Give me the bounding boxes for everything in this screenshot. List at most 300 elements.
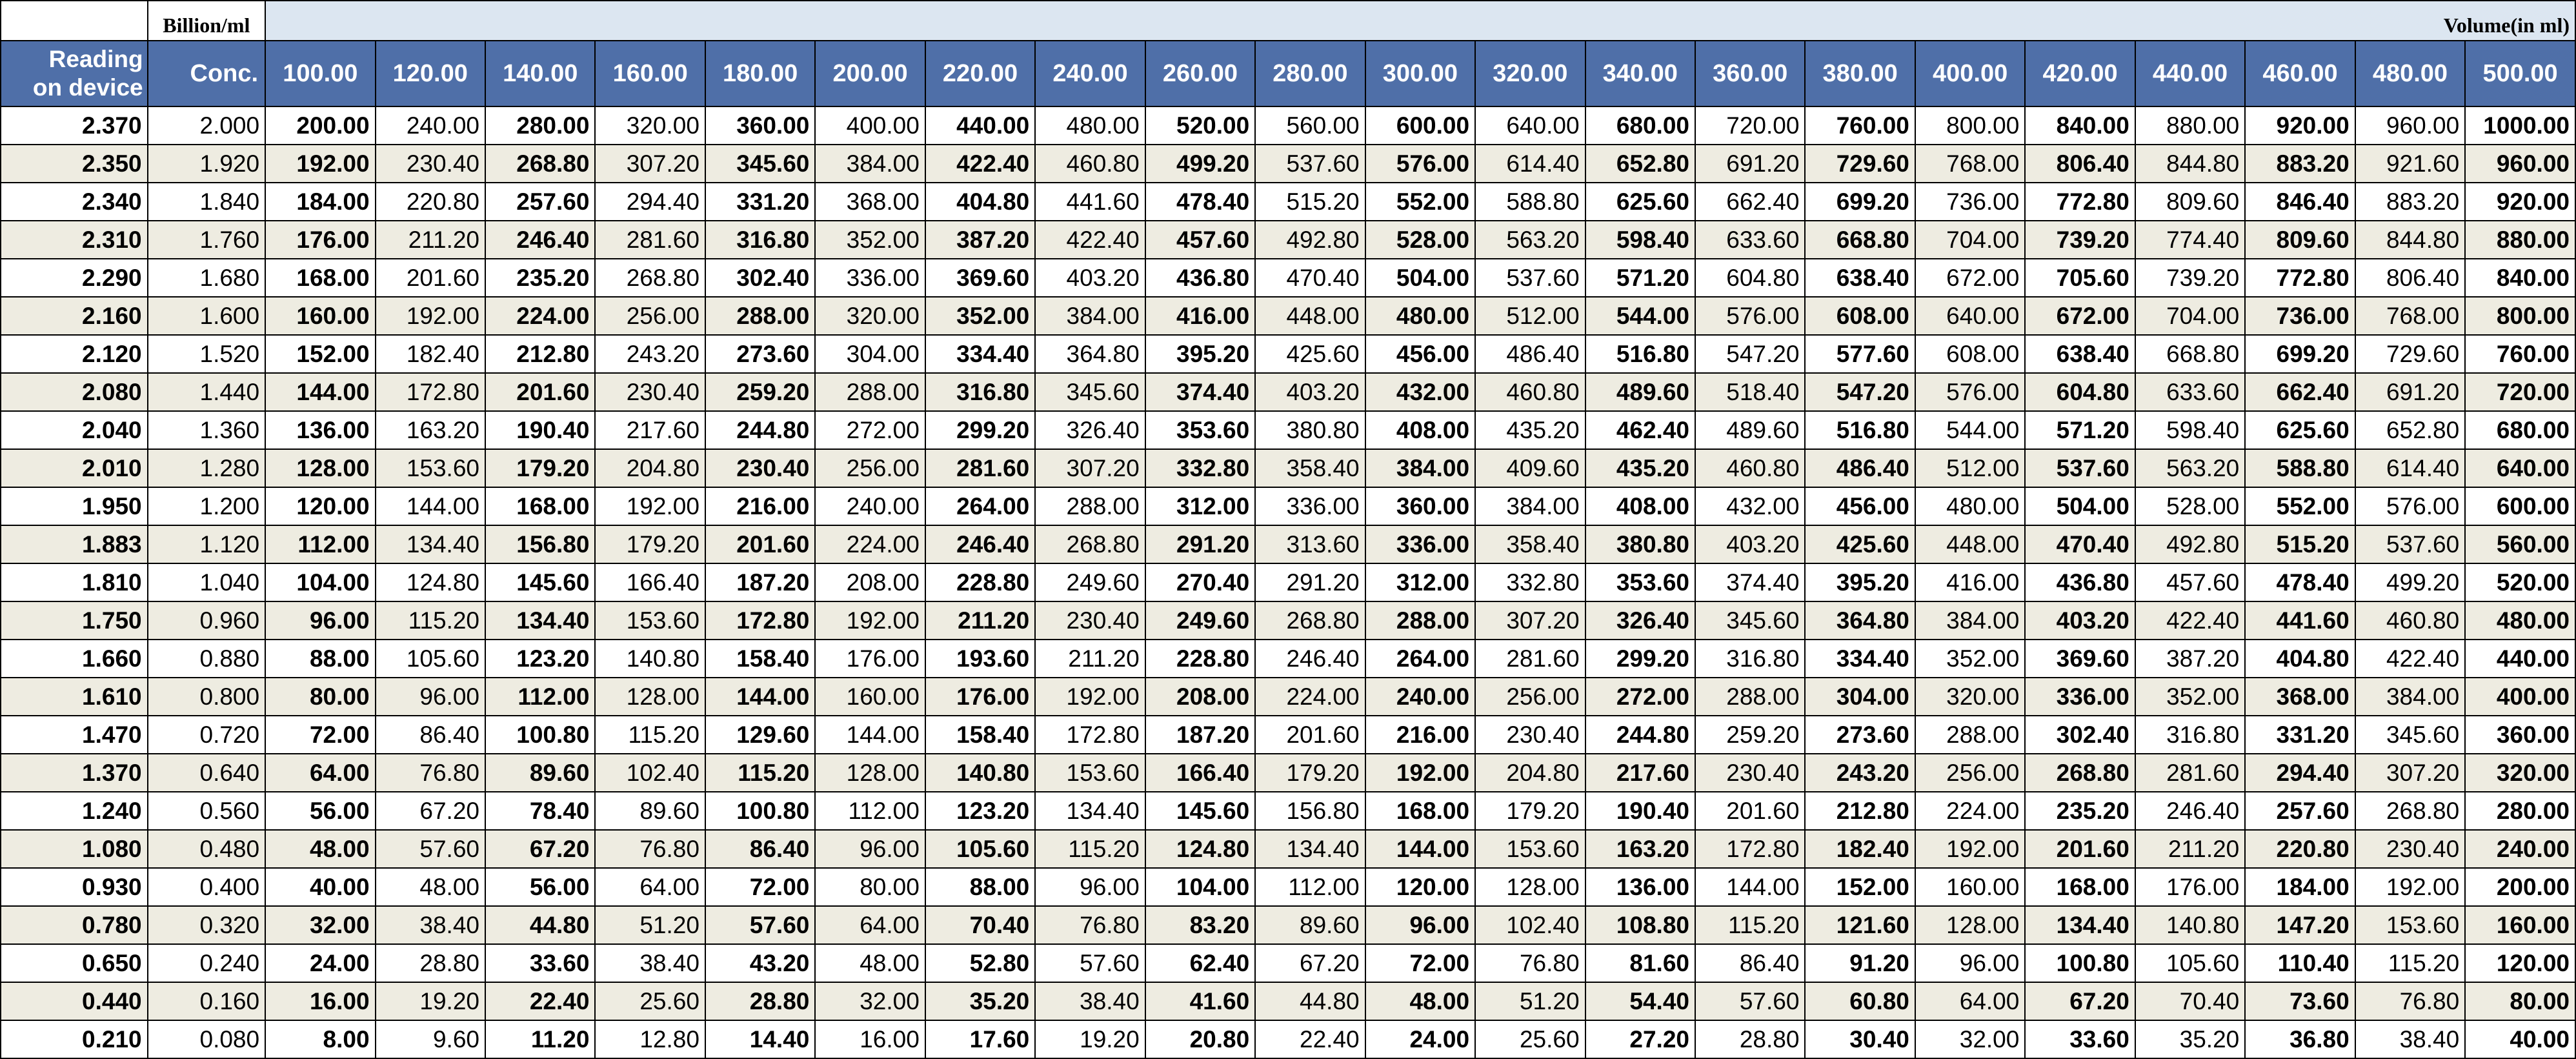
value-cell[interactable]: 662.40 [2245, 373, 2355, 411]
value-cell[interactable]: 332.80 [1475, 563, 1585, 601]
value-cell[interactable]: 256.00 [1475, 678, 1585, 716]
value-cell[interactable]: 56.00 [485, 868, 595, 906]
value-cell[interactable]: 243.20 [1805, 754, 1915, 792]
value-cell[interactable]: 560.00 [1255, 106, 1365, 145]
value-cell[interactable]: 499.20 [1145, 145, 1255, 183]
value-cell[interactable]: 345.60 [1695, 601, 1805, 640]
value-cell[interactable]: 128.00 [815, 754, 925, 792]
value-cell[interactable]: 246.40 [1255, 640, 1365, 678]
value-cell[interactable]: 246.40 [485, 221, 595, 259]
value-cell[interactable]: 224.00 [1915, 792, 2025, 830]
value-cell[interactable]: 515.20 [1255, 183, 1365, 221]
value-cell[interactable]: 230.40 [1475, 716, 1585, 754]
value-cell[interactable]: 332.80 [1145, 449, 1255, 487]
value-cell[interactable]: 96.00 [815, 830, 925, 868]
value-cell[interactable]: 51.20 [1475, 982, 1585, 1020]
value-cell[interactable]: 136.00 [1585, 868, 1695, 906]
value-cell[interactable]: 460.80 [1475, 373, 1585, 411]
conc-cell[interactable]: 0.880 [148, 640, 265, 678]
value-cell[interactable]: 57.60 [705, 906, 815, 944]
value-cell[interactable]: 403.20 [1255, 373, 1365, 411]
value-cell[interactable]: 192.00 [595, 487, 705, 525]
value-cell[interactable]: 35.20 [2135, 1020, 2245, 1058]
conc-cell[interactable]: 1.920 [148, 145, 265, 183]
value-cell[interactable]: 440.00 [925, 106, 1035, 145]
value-cell[interactable]: 537.60 [2025, 449, 2135, 487]
value-cell[interactable]: 187.20 [705, 563, 815, 601]
value-cell[interactable]: 806.40 [2355, 259, 2465, 297]
value-cell[interactable]: 211.20 [376, 221, 485, 259]
value-cell[interactable]: 12.80 [595, 1020, 705, 1058]
value-cell[interactable]: 163.20 [376, 411, 485, 449]
value-cell[interactable]: 608.00 [1805, 297, 1915, 335]
value-cell[interactable]: 220.80 [376, 183, 485, 221]
value-cell[interactable]: 768.00 [2355, 297, 2465, 335]
value-cell[interactable]: 176.00 [2135, 868, 2245, 906]
value-cell[interactable]: 102.40 [1475, 906, 1585, 944]
value-cell[interactable]: 672.00 [1915, 259, 2025, 297]
value-cell[interactable]: 8.00 [265, 1020, 375, 1058]
value-cell[interactable]: 19.20 [376, 982, 485, 1020]
reading-cell[interactable]: 2.310 [1, 221, 148, 259]
value-cell[interactable]: 809.60 [2245, 221, 2355, 259]
value-cell[interactable]: 192.00 [1915, 830, 2025, 868]
value-cell[interactable]: 422.40 [2355, 640, 2465, 678]
value-cell[interactable]: 552.00 [1365, 183, 1475, 221]
value-cell[interactable]: 600.00 [1365, 106, 1475, 145]
value-cell[interactable]: 288.00 [1915, 716, 2025, 754]
value-cell[interactable]: 67.20 [1255, 944, 1365, 982]
volume-header-cell[interactable]: 440.00 [2135, 41, 2245, 106]
value-cell[interactable]: 633.60 [1695, 221, 1805, 259]
value-cell[interactable]: 124.80 [376, 563, 485, 601]
value-cell[interactable]: 57.60 [1035, 944, 1145, 982]
value-cell[interactable]: 504.00 [1365, 259, 1475, 297]
value-cell[interactable]: 80.00 [2465, 982, 2575, 1020]
value-cell[interactable]: 128.00 [1475, 868, 1585, 906]
value-cell[interactable]: 80.00 [815, 868, 925, 906]
value-cell[interactable]: 64.00 [265, 754, 375, 792]
value-cell[interactable]: 326.40 [1035, 411, 1145, 449]
value-cell[interactable]: 422.40 [925, 145, 1035, 183]
value-cell[interactable]: 76.80 [2355, 982, 2465, 1020]
value-cell[interactable]: 115.20 [376, 601, 485, 640]
value-cell[interactable]: 404.80 [925, 183, 1035, 221]
value-cell[interactable]: 880.00 [2465, 221, 2575, 259]
reading-header[interactable] [1, 41, 148, 106]
value-cell[interactable]: 800.00 [1915, 106, 2025, 145]
value-cell[interactable]: 96.00 [376, 678, 485, 716]
value-cell[interactable]: 844.80 [2355, 221, 2465, 259]
value-cell[interactable]: 80.00 [265, 678, 375, 716]
value-cell[interactable]: 48.00 [1365, 982, 1475, 1020]
value-cell[interactable]: 360.00 [1365, 487, 1475, 525]
value-cell[interactable]: 729.60 [1805, 145, 1915, 183]
value-cell[interactable]: 652.80 [2355, 411, 2465, 449]
reading-cell[interactable]: 0.930 [1, 868, 148, 906]
value-cell[interactable]: 307.20 [2355, 754, 2465, 792]
value-cell[interactable]: 91.20 [1805, 944, 1915, 982]
value-cell[interactable]: 640.00 [2465, 449, 2575, 487]
value-cell[interactable]: 544.00 [1585, 297, 1695, 335]
value-cell[interactable]: 457.60 [2135, 563, 2245, 601]
volume-header-cell[interactable]: 500.00 [2465, 41, 2575, 106]
value-cell[interactable]: 268.80 [485, 145, 595, 183]
value-cell[interactable]: 571.20 [1585, 259, 1695, 297]
value-cell[interactable]: 70.40 [2135, 982, 2245, 1020]
value-cell[interactable]: 224.00 [485, 297, 595, 335]
value-cell[interactable]: 160.00 [815, 678, 925, 716]
value-cell[interactable]: 662.40 [1695, 183, 1805, 221]
value-cell[interactable]: 436.80 [2025, 563, 2135, 601]
reading-cell[interactable]: 0.650 [1, 944, 148, 982]
value-cell[interactable]: 256.00 [815, 449, 925, 487]
value-cell[interactable]: 374.40 [1145, 373, 1255, 411]
value-cell[interactable]: 416.00 [1915, 563, 2025, 601]
value-cell[interactable]: 408.00 [1585, 487, 1695, 525]
volume-header-cell[interactable]: 420.00 [2025, 41, 2135, 106]
value-cell[interactable]: 320.00 [2465, 754, 2575, 792]
reading-cell[interactable]: 0.210 [1, 1020, 148, 1058]
value-cell[interactable]: 480.00 [1365, 297, 1475, 335]
value-cell[interactable]: 422.40 [1035, 221, 1145, 259]
value-cell[interactable]: 20.80 [1145, 1020, 1255, 1058]
value-cell[interactable]: 691.20 [1695, 145, 1805, 183]
value-cell[interactable]: 96.00 [1365, 906, 1475, 944]
value-cell[interactable]: 179.20 [1255, 754, 1365, 792]
value-cell[interactable]: 345.60 [1035, 373, 1145, 411]
value-cell[interactable]: 288.00 [1365, 601, 1475, 640]
value-cell[interactable]: 153.60 [1475, 830, 1585, 868]
value-cell[interactable]: 544.00 [1915, 411, 2025, 449]
value-cell[interactable]: 704.00 [1915, 221, 2025, 259]
value-cell[interactable]: 145.60 [485, 563, 595, 601]
value-cell[interactable]: 193.60 [925, 640, 1035, 678]
reading-cell[interactable]: 1.810 [1, 563, 148, 601]
value-cell[interactable]: 720.00 [1695, 106, 1805, 145]
value-cell[interactable]: 22.40 [485, 982, 595, 1020]
value-cell[interactable]: 11.20 [485, 1020, 595, 1058]
volume-header-cell[interactable]: 200.00 [815, 41, 925, 106]
value-cell[interactable]: 760.00 [1805, 106, 1915, 145]
value-cell[interactable]: 153.60 [595, 601, 705, 640]
value-cell[interactable]: 201.60 [485, 373, 595, 411]
value-cell[interactable]: 668.80 [1805, 221, 1915, 259]
value-cell[interactable]: 44.80 [1255, 982, 1365, 1020]
value-cell[interactable]: 604.80 [2025, 373, 2135, 411]
value-cell[interactable]: 240.00 [1365, 678, 1475, 716]
value-cell[interactable]: 316.80 [1695, 640, 1805, 678]
reading-cell[interactable]: 1.370 [1, 754, 148, 792]
value-cell[interactable]: 316.80 [925, 373, 1035, 411]
value-cell[interactable]: 492.80 [2135, 525, 2245, 563]
value-cell[interactable]: 190.40 [1585, 792, 1695, 830]
conc-cell[interactable]: 0.160 [148, 982, 265, 1020]
value-cell[interactable]: 230.40 [1035, 601, 1145, 640]
value-cell[interactable]: 384.00 [1035, 297, 1145, 335]
value-cell[interactable]: 86.40 [1695, 944, 1805, 982]
value-cell[interactable]: 772.80 [2025, 183, 2135, 221]
value-cell[interactable]: 243.20 [595, 335, 705, 373]
value-cell[interactable]: 235.20 [2025, 792, 2135, 830]
value-cell[interactable]: 640.00 [1475, 106, 1585, 145]
value-cell[interactable]: 809.60 [2135, 183, 2245, 221]
value-cell[interactable]: 316.80 [2135, 716, 2245, 754]
value-cell[interactable]: 652.80 [1585, 145, 1695, 183]
value-cell[interactable]: 134.40 [485, 601, 595, 640]
value-cell[interactable]: 67.20 [485, 830, 595, 868]
value-cell[interactable]: 32.00 [1915, 1020, 2025, 1058]
value-cell[interactable]: 44.80 [485, 906, 595, 944]
value-cell[interactable]: 134.40 [2025, 906, 2135, 944]
value-cell[interactable]: 212.80 [485, 335, 595, 373]
value-cell[interactable]: 76.80 [595, 830, 705, 868]
value-cell[interactable]: 400.00 [2465, 678, 2575, 716]
value-cell[interactable]: 200.00 [265, 106, 375, 145]
value-cell[interactable]: 192.00 [2355, 868, 2465, 906]
value-cell[interactable]: 921.60 [2355, 145, 2465, 183]
value-cell[interactable]: 440.00 [2465, 640, 2575, 678]
value-cell[interactable]: 563.20 [2135, 449, 2245, 487]
value-cell[interactable]: 268.80 [2025, 754, 2135, 792]
value-cell[interactable]: 184.00 [265, 183, 375, 221]
value-cell[interactable]: 304.00 [815, 335, 925, 373]
value-cell[interactable]: 112.00 [1255, 868, 1365, 906]
value-cell[interactable]: 640.00 [1915, 297, 2025, 335]
value-cell[interactable]: 140.80 [2135, 906, 2245, 944]
value-cell[interactable]: 217.60 [1585, 754, 1695, 792]
value-cell[interactable]: 192.00 [265, 145, 375, 183]
value-cell[interactable]: 304.00 [1805, 678, 1915, 716]
value-cell[interactable]: 403.20 [1035, 259, 1145, 297]
value-cell[interactable]: 436.80 [1145, 259, 1255, 297]
value-cell[interactable]: 112.00 [485, 678, 595, 716]
value-cell[interactable]: 38.40 [2355, 1020, 2465, 1058]
value-cell[interactable]: 588.80 [2245, 449, 2355, 487]
conc-cell[interactable]: 1.040 [148, 563, 265, 601]
volume-header-cell[interactable]: 400.00 [1915, 41, 2025, 106]
value-cell[interactable]: 48.00 [376, 868, 485, 906]
value-cell[interactable]: 528.00 [1365, 221, 1475, 259]
value-cell[interactable]: 152.00 [265, 335, 375, 373]
value-cell[interactable]: 571.20 [2025, 411, 2135, 449]
value-cell[interactable]: 281.60 [595, 221, 705, 259]
value-cell[interactable]: 334.40 [925, 335, 1035, 373]
value-cell[interactable]: 48.00 [815, 944, 925, 982]
value-cell[interactable]: 17.60 [925, 1020, 1035, 1058]
value-cell[interactable]: 425.60 [1805, 525, 1915, 563]
value-cell[interactable]: 27.20 [1585, 1020, 1695, 1058]
value-cell[interactable]: 72.00 [1365, 944, 1475, 982]
unit-label[interactable]: Billion/ml [148, 1, 265, 41]
value-cell[interactable]: 739.20 [2135, 259, 2245, 297]
value-cell[interactable]: 89.60 [1255, 906, 1365, 944]
value-cell[interactable]: 806.40 [2025, 145, 2135, 183]
value-cell[interactable]: 416.00 [1145, 297, 1255, 335]
value-cell[interactable]: 105.60 [2135, 944, 2245, 982]
value-cell[interactable]: 112.00 [265, 525, 375, 563]
value-cell[interactable]: 326.40 [1585, 601, 1695, 640]
value-cell[interactable]: 272.00 [815, 411, 925, 449]
value-cell[interactable]: 307.20 [1475, 601, 1585, 640]
value-cell[interactable]: 123.20 [925, 792, 1035, 830]
value-cell[interactable]: 387.20 [925, 221, 1035, 259]
value-cell[interactable]: 28.80 [376, 944, 485, 982]
value-cell[interactable]: 81.60 [1585, 944, 1695, 982]
value-cell[interactable]: 563.20 [1475, 221, 1585, 259]
value-cell[interactable]: 384.00 [815, 145, 925, 183]
value-cell[interactable]: 134.40 [1035, 792, 1145, 830]
value-cell[interactable]: 152.00 [1805, 868, 1915, 906]
value-cell[interactable]: 256.00 [595, 297, 705, 335]
value-cell[interactable]: 441.60 [1035, 183, 1145, 221]
value-cell[interactable]: 134.40 [376, 525, 485, 563]
reading-cell[interactable]: 1.240 [1, 792, 148, 830]
value-cell[interactable]: 460.80 [2355, 601, 2465, 640]
value-cell[interactable]: 844.80 [2135, 145, 2245, 183]
value-cell[interactable]: 115.20 [595, 716, 705, 754]
value-cell[interactable]: 89.60 [485, 754, 595, 792]
value-cell[interactable]: 456.00 [1805, 487, 1915, 525]
value-cell[interactable]: 144.00 [1695, 868, 1805, 906]
value-cell[interactable]: 100.80 [2025, 944, 2135, 982]
volume-header-cell[interactable]: 120.00 [376, 41, 485, 106]
value-cell[interactable]: 307.20 [595, 145, 705, 183]
value-cell[interactable]: 486.40 [1805, 449, 1915, 487]
value-cell[interactable]: 425.60 [1255, 335, 1365, 373]
value-cell[interactable]: 614.40 [1475, 145, 1585, 183]
conc-cell[interactable]: 0.080 [148, 1020, 265, 1058]
value-cell[interactable]: 480.00 [2465, 601, 2575, 640]
value-cell[interactable]: 299.20 [925, 411, 1035, 449]
value-cell[interactable]: 120.00 [265, 487, 375, 525]
value-cell[interactable]: 302.40 [705, 259, 815, 297]
value-cell[interactable]: 32.00 [815, 982, 925, 1020]
value-cell[interactable]: 168.00 [1365, 792, 1475, 830]
value-cell[interactable]: 448.00 [1255, 297, 1365, 335]
conc-cell[interactable]: 0.560 [148, 792, 265, 830]
value-cell[interactable]: 72.00 [265, 716, 375, 754]
value-cell[interactable]: 257.60 [2245, 792, 2355, 830]
value-cell[interactable]: 400.00 [815, 106, 925, 145]
value-cell[interactable]: 672.00 [2025, 297, 2135, 335]
value-cell[interactable]: 176.00 [925, 678, 1035, 716]
value-cell[interactable]: 294.40 [2245, 754, 2355, 792]
value-cell[interactable]: 353.60 [1585, 563, 1695, 601]
value-cell[interactable]: 408.00 [1365, 411, 1475, 449]
value-cell[interactable]: 112.00 [815, 792, 925, 830]
value-cell[interactable]: 144.00 [815, 716, 925, 754]
value-cell[interactable]: 699.20 [2245, 335, 2355, 373]
reading-cell[interactable]: 1.950 [1, 487, 148, 525]
value-cell[interactable]: 739.20 [2025, 221, 2135, 259]
value-cell[interactable]: 369.60 [925, 259, 1035, 297]
value-cell[interactable]: 489.60 [1585, 373, 1695, 411]
value-cell[interactable]: 40.00 [265, 868, 375, 906]
value-cell[interactable]: 638.40 [1805, 259, 1915, 297]
value-cell[interactable]: 336.00 [1365, 525, 1475, 563]
volume-header-cell[interactable]: 220.00 [925, 41, 1035, 106]
value-cell[interactable]: 96.00 [1035, 868, 1145, 906]
value-cell[interactable]: 30.40 [1805, 1020, 1915, 1058]
value-cell[interactable]: 100.80 [485, 716, 595, 754]
conc-cell[interactable]: 0.960 [148, 601, 265, 640]
value-cell[interactable]: 57.60 [1695, 982, 1805, 1020]
value-cell[interactable]: 208.00 [815, 563, 925, 601]
value-cell[interactable]: 600.00 [2465, 487, 2575, 525]
value-cell[interactable]: 40.00 [2465, 1020, 2575, 1058]
value-cell[interactable]: 172.80 [1035, 716, 1145, 754]
value-cell[interactable]: 736.00 [1915, 183, 2025, 221]
value-cell[interactable]: 409.60 [1475, 449, 1585, 487]
value-cell[interactable]: 404.80 [2245, 640, 2355, 678]
value-cell[interactable]: 172.80 [376, 373, 485, 411]
value-cell[interactable]: 345.60 [705, 145, 815, 183]
value-cell[interactable]: 704.00 [2135, 297, 2245, 335]
value-cell[interactable]: 395.20 [1145, 335, 1255, 373]
value-cell[interactable]: 25.60 [1475, 1020, 1585, 1058]
value-cell[interactable]: 633.60 [2135, 373, 2245, 411]
conc-cell[interactable]: 0.240 [148, 944, 265, 982]
value-cell[interactable]: 144.00 [265, 373, 375, 411]
value-cell[interactable]: 352.00 [925, 297, 1035, 335]
value-cell[interactable]: 60.80 [1805, 982, 1915, 1020]
value-cell[interactable]: 9.60 [376, 1020, 485, 1058]
value-cell[interactable]: 153.60 [2355, 906, 2465, 944]
value-cell[interactable]: 220.80 [2245, 830, 2355, 868]
value-cell[interactable]: 883.20 [2355, 183, 2465, 221]
reading-cell[interactable]: 1.470 [1, 716, 148, 754]
reading-cell[interactable]: 2.010 [1, 449, 148, 487]
value-cell[interactable]: 384.00 [1475, 487, 1585, 525]
value-cell[interactable]: 211.20 [925, 601, 1035, 640]
value-cell[interactable]: 166.40 [595, 563, 705, 601]
value-cell[interactable]: 176.00 [815, 640, 925, 678]
value-cell[interactable]: 179.20 [595, 525, 705, 563]
value-cell[interactable]: 772.80 [2245, 259, 2355, 297]
value-cell[interactable]: 577.60 [1805, 335, 1915, 373]
value-cell[interactable]: 257.60 [485, 183, 595, 221]
value-cell[interactable]: 73.60 [2245, 982, 2355, 1020]
value-cell[interactable]: 172.80 [1695, 830, 1805, 868]
value-cell[interactable]: 168.00 [265, 259, 375, 297]
value-cell[interactable]: 280.00 [485, 106, 595, 145]
value-cell[interactable]: 249.60 [1035, 563, 1145, 601]
value-cell[interactable]: 668.80 [2135, 335, 2245, 373]
value-cell[interactable]: 115.20 [1035, 830, 1145, 868]
reading-cell[interactable]: 1.883 [1, 525, 148, 563]
value-cell[interactable]: 432.00 [1695, 487, 1805, 525]
reading-cell[interactable]: 2.160 [1, 297, 148, 335]
reading-cell[interactable]: 2.080 [1, 373, 148, 411]
conc-cell[interactable]: 1.440 [148, 373, 265, 411]
value-cell[interactable]: 331.20 [705, 183, 815, 221]
value-cell[interactable]: 32.00 [265, 906, 375, 944]
value-cell[interactable]: 313.60 [1255, 525, 1365, 563]
value-cell[interactable]: 211.20 [1035, 640, 1145, 678]
value-cell[interactable]: 128.00 [1915, 906, 2025, 944]
value-cell[interactable]: 380.80 [1585, 525, 1695, 563]
value-cell[interactable]: 25.60 [595, 982, 705, 1020]
value-cell[interactable]: 448.00 [1915, 525, 2025, 563]
value-cell[interactable]: 230.40 [595, 373, 705, 411]
value-cell[interactable]: 38.40 [595, 944, 705, 982]
conc-cell[interactable]: 2.000 [148, 106, 265, 145]
value-cell[interactable]: 336.00 [2025, 678, 2135, 716]
conc-cell[interactable]: 0.400 [148, 868, 265, 906]
value-cell[interactable]: 22.40 [1255, 1020, 1365, 1058]
value-cell[interactable]: 368.00 [815, 183, 925, 221]
